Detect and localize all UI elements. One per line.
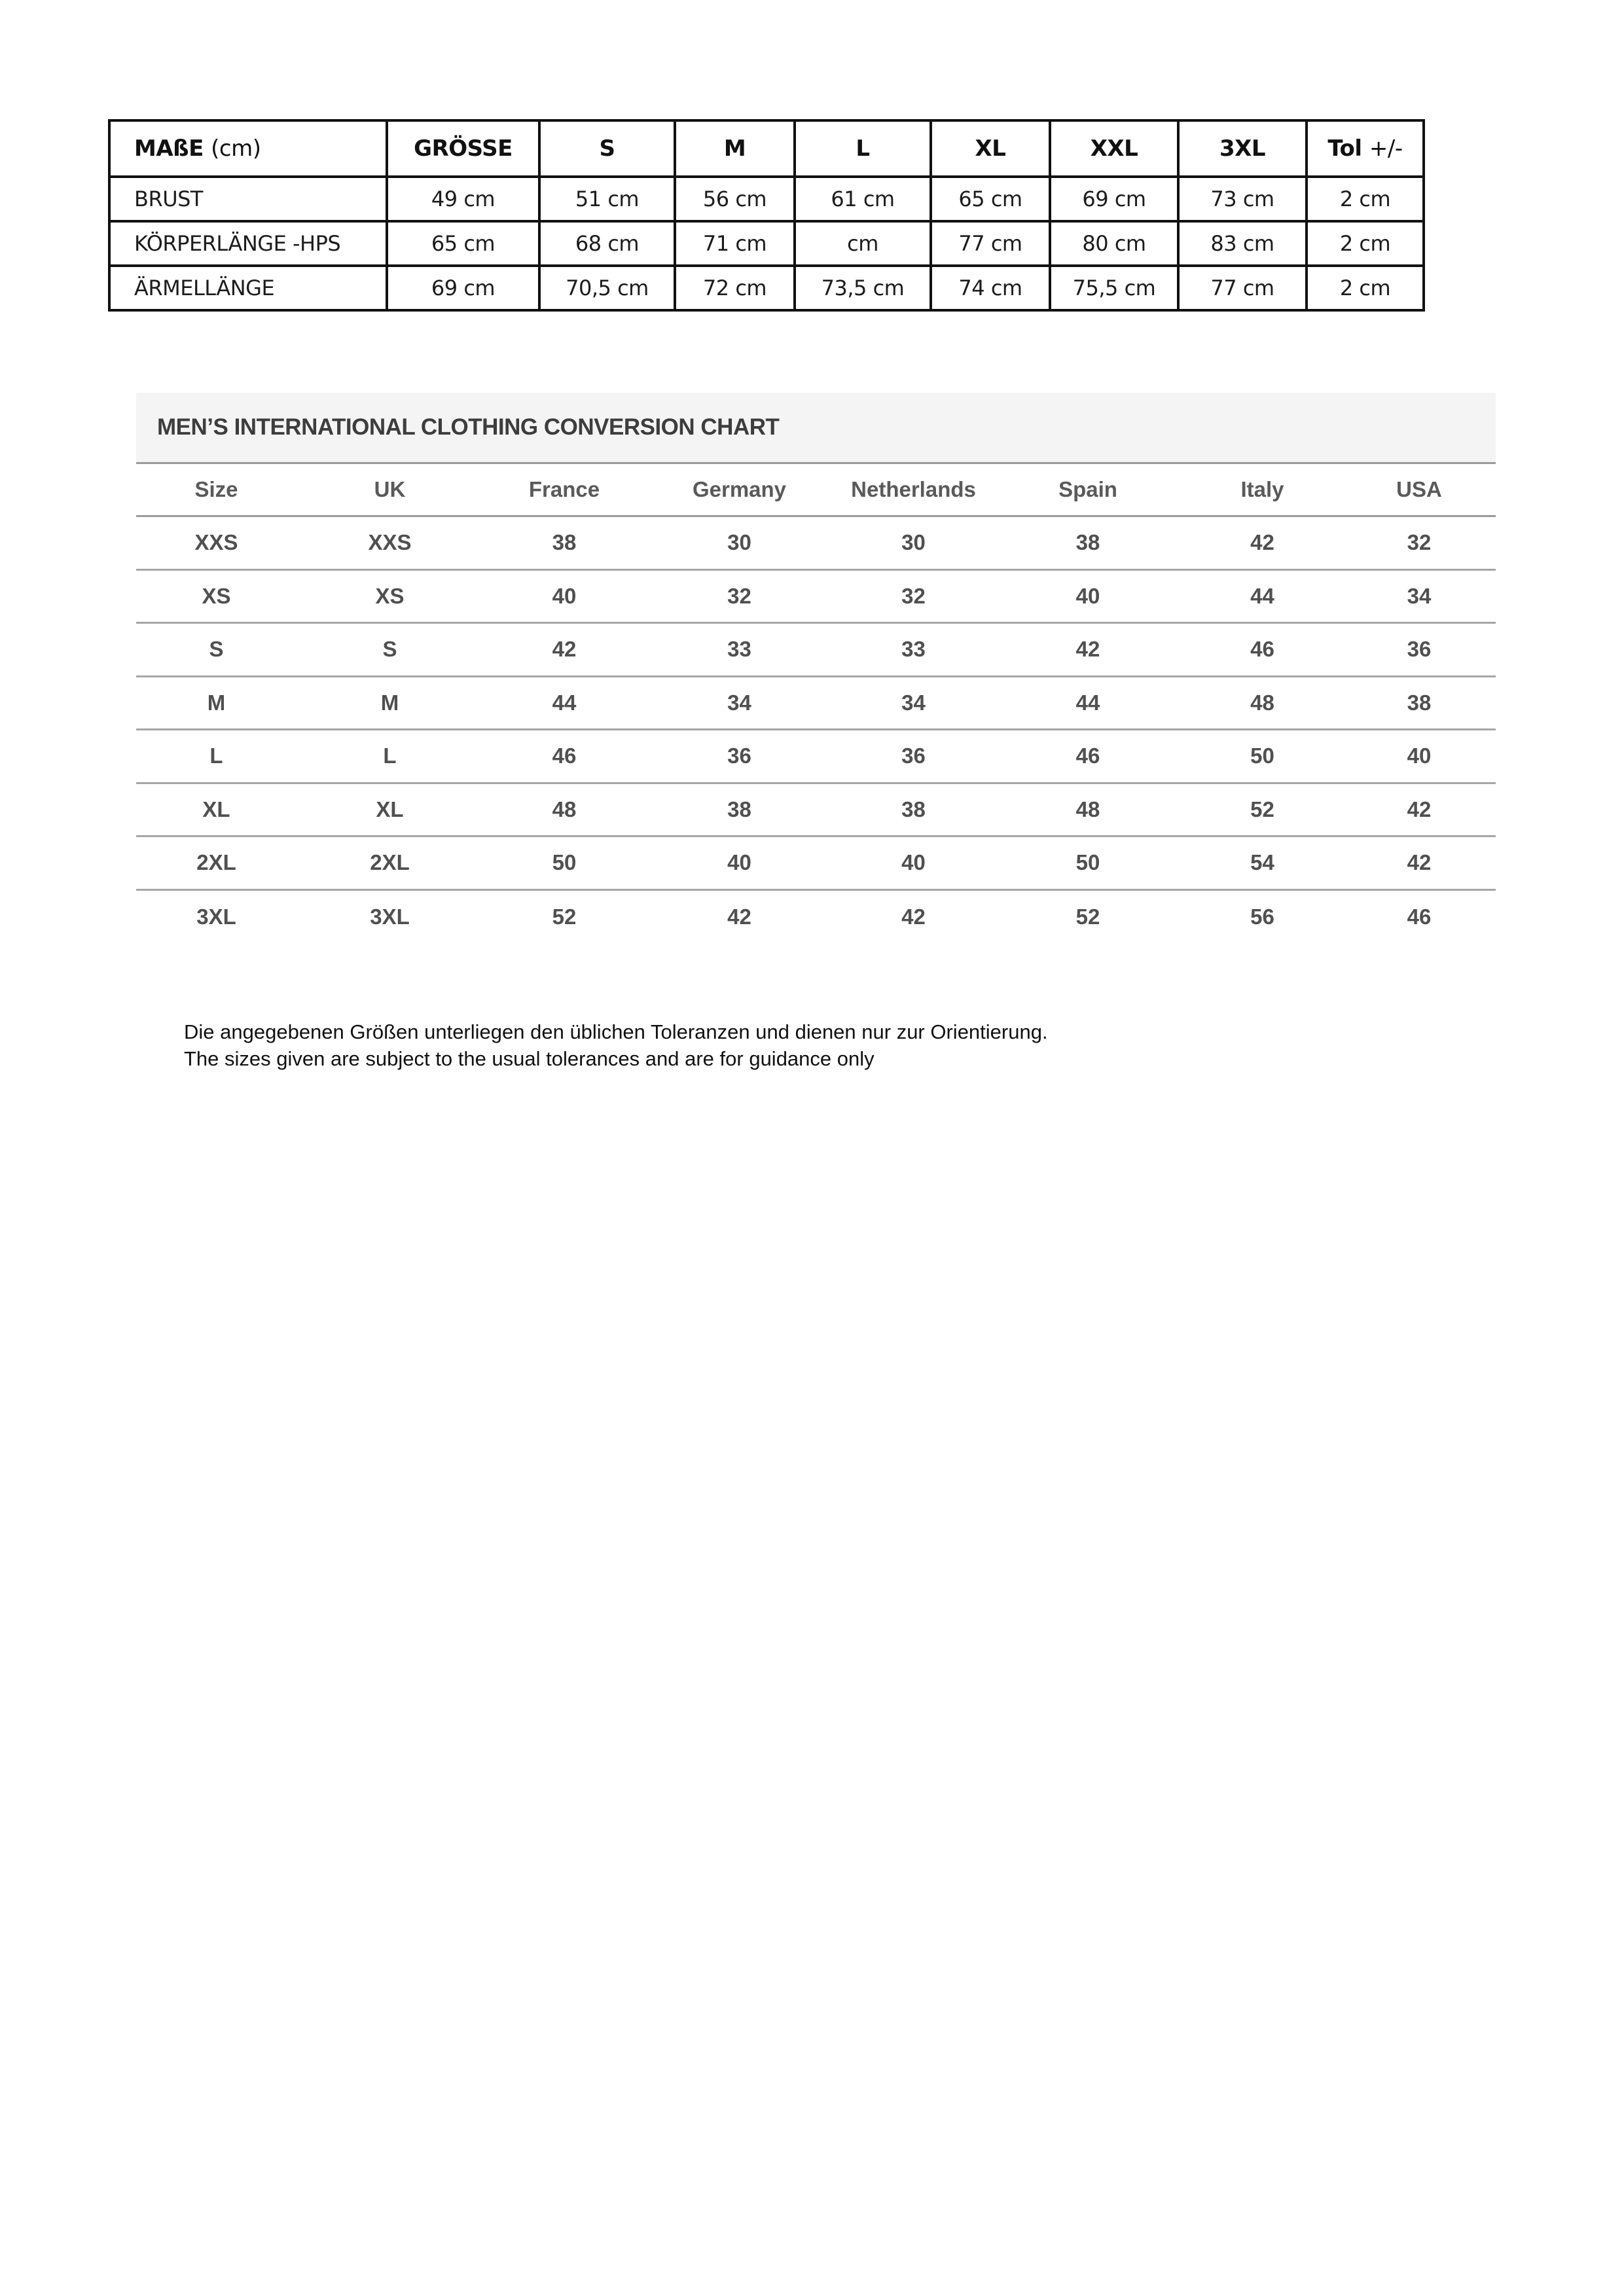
- table-cell: XL: [376, 797, 404, 821]
- footnote-english: The sizes given are subject to the usual tolerances and are for guidance only: [184, 1047, 875, 1070]
- table-cell: 49 cm: [387, 177, 539, 221]
- table-cell: 42: [1075, 637, 1100, 662]
- size-table-header-l: L: [795, 120, 931, 177]
- table-cell: S: [209, 637, 224, 662]
- table-cell: 69 cm: [1050, 177, 1178, 221]
- footnote: [184, 1018, 1048, 1072]
- table-cell: 51 cm: [539, 177, 675, 221]
- size-table-header-s: S: [539, 120, 675, 177]
- table-cell: 48: [1250, 690, 1274, 715]
- table-row: [136, 889, 1496, 943]
- size-table-header-groesse: GRÖSSE: [387, 120, 539, 177]
- table-cell: 3XL: [196, 904, 236, 929]
- table-cell: XS: [375, 583, 405, 608]
- table-cell: 33: [901, 637, 926, 662]
- size-table-header-m: M: [675, 120, 795, 177]
- table-row: [136, 730, 1496, 783]
- conversion-table: [136, 462, 1496, 943]
- table-cell: 46: [552, 744, 577, 768]
- table-cell: 33: [727, 637, 751, 662]
- size-table-header-xl: XL: [931, 120, 1050, 177]
- table-cell: 38: [727, 797, 751, 821]
- table-row: [136, 676, 1496, 730]
- column-header-germany: Germany: [692, 477, 787, 501]
- table-cell: 32: [1407, 530, 1432, 555]
- table-cell: ÄRMELLÄNGE: [109, 266, 387, 310]
- table-cell: M: [207, 690, 226, 715]
- table-cell: 38: [552, 530, 577, 555]
- table-cell: 52: [1250, 797, 1274, 821]
- table-cell: 74 cm: [931, 266, 1050, 310]
- table-cell: 46: [1407, 904, 1432, 929]
- footnote-german: Die angegebenen Größen unterliegen den üblichen Toleranzen und dienen nur zur Orientierung.: [184, 1020, 1048, 1043]
- column-header-netherlands: Netherlands: [851, 477, 976, 501]
- table-cell: 56 cm: [675, 177, 795, 221]
- table-cell: 34: [727, 690, 751, 715]
- table-cell: 68 cm: [539, 221, 675, 266]
- table-cell: BRUST: [109, 177, 387, 221]
- table-cell: 61 cm: [795, 177, 931, 221]
- size-table-header-measure: MAßE (cm): [109, 120, 387, 177]
- table-cell: 34: [901, 690, 926, 715]
- table-cell: 42: [727, 904, 751, 929]
- table-cell: 36: [1407, 637, 1432, 662]
- table-cell: 80 cm: [1050, 221, 1178, 266]
- table-cell: 42: [552, 637, 577, 662]
- table-cell: cm: [795, 221, 931, 266]
- column-header-france: France: [528, 477, 600, 501]
- table-cell: 40: [1407, 744, 1432, 768]
- table-cell: 38: [1075, 530, 1100, 555]
- table-cell: 40: [1075, 583, 1100, 608]
- table-cell: 72 cm: [675, 266, 795, 310]
- table-row: [136, 623, 1496, 677]
- table-cell: 42: [901, 904, 926, 929]
- table-row: [136, 783, 1496, 836]
- table-cell: 2 cm: [1307, 221, 1424, 266]
- table-cell: 40: [552, 583, 577, 608]
- column-header-usa: USA: [1396, 477, 1442, 501]
- size-table-header-3xl: 3XL: [1178, 120, 1307, 177]
- size-table: [108, 119, 1425, 312]
- conversion-chart: [136, 393, 1496, 943]
- table-cell: 38: [1407, 690, 1432, 715]
- conversion-table-header-row: [136, 463, 1496, 516]
- column-header-italy: Italy: [1240, 477, 1284, 501]
- table-cell: 38: [901, 797, 926, 821]
- table-cell: M: [380, 690, 399, 715]
- table-row: [109, 221, 1424, 266]
- table-cell: 83 cm: [1178, 221, 1307, 266]
- table-cell: 2 cm: [1307, 266, 1424, 310]
- conversion-chart-title: MEN’S INTERNATIONAL CLOTHING CONVERSION CHART: [157, 414, 780, 440]
- table-cell: 71 cm: [675, 221, 795, 266]
- table-cell: 77 cm: [931, 221, 1050, 266]
- table-row: [136, 516, 1496, 570]
- table-row: [109, 177, 1424, 221]
- table-cell: 48: [552, 797, 577, 821]
- column-header-uk: UK: [374, 477, 406, 501]
- table-cell: XXS: [194, 530, 238, 555]
- table-cell: 3XL: [370, 904, 410, 929]
- table-cell: 30: [727, 530, 751, 555]
- table-cell: XS: [202, 583, 231, 608]
- table-cell: 36: [901, 744, 926, 768]
- table-cell: 42: [1407, 797, 1432, 821]
- table-cell: 42: [1407, 850, 1432, 875]
- table-row: [136, 836, 1496, 890]
- table-cell: 44: [1075, 690, 1100, 715]
- table-cell: 44: [1250, 583, 1274, 608]
- size-table-header-row: [109, 120, 1424, 177]
- table-cell: 50: [1250, 744, 1274, 768]
- table-cell: 73 cm: [1178, 177, 1307, 221]
- table-cell: 50: [552, 850, 577, 875]
- table-cell: L: [209, 744, 223, 768]
- table-cell: 32: [901, 583, 926, 608]
- table-cell: 52: [1075, 904, 1100, 929]
- table-cell: 2XL: [370, 850, 410, 875]
- table-cell: S: [382, 637, 397, 662]
- table-cell: 40: [727, 850, 751, 875]
- table-cell: 30: [901, 530, 926, 555]
- table-cell: 2XL: [196, 850, 236, 875]
- table-cell: 56: [1250, 904, 1274, 929]
- table-row: [109, 266, 1424, 310]
- table-cell: 73,5 cm: [795, 266, 931, 310]
- column-header-spain: Spain: [1058, 477, 1117, 501]
- table-cell: KÖRPERLÄNGE -HPS: [109, 221, 387, 266]
- table-cell: L: [383, 744, 397, 768]
- size-table-header-tolerance: Tol +/-: [1307, 120, 1424, 177]
- table-cell: XL: [202, 797, 230, 821]
- table-cell: 48: [1075, 797, 1100, 821]
- conversion-chart-header: [136, 393, 1496, 462]
- column-header-size: Size: [194, 477, 238, 501]
- table-cell: 42: [1250, 530, 1274, 555]
- table-cell: 65 cm: [387, 221, 539, 266]
- table-cell: 69 cm: [387, 266, 539, 310]
- table-cell: 44: [552, 690, 577, 715]
- table-cell: 36: [727, 744, 751, 768]
- table-cell: 77 cm: [1178, 266, 1307, 310]
- table-cell: 52: [552, 904, 577, 929]
- table-cell: 46: [1075, 744, 1100, 768]
- table-row: [136, 569, 1496, 623]
- table-cell: 50: [1075, 850, 1100, 875]
- table-cell: 54: [1250, 850, 1274, 875]
- table-cell: 32: [727, 583, 751, 608]
- table-cell: 65 cm: [931, 177, 1050, 221]
- table-cell: 46: [1250, 637, 1274, 662]
- table-cell: XXS: [368, 530, 412, 555]
- table-cell: 2 cm: [1307, 177, 1424, 221]
- table-cell: 40: [901, 850, 926, 875]
- size-table-header-xxl: XXL: [1050, 120, 1178, 177]
- table-cell: 34: [1407, 583, 1432, 608]
- table-cell: 75,5 cm: [1050, 266, 1178, 310]
- table-cell: 70,5 cm: [539, 266, 675, 310]
